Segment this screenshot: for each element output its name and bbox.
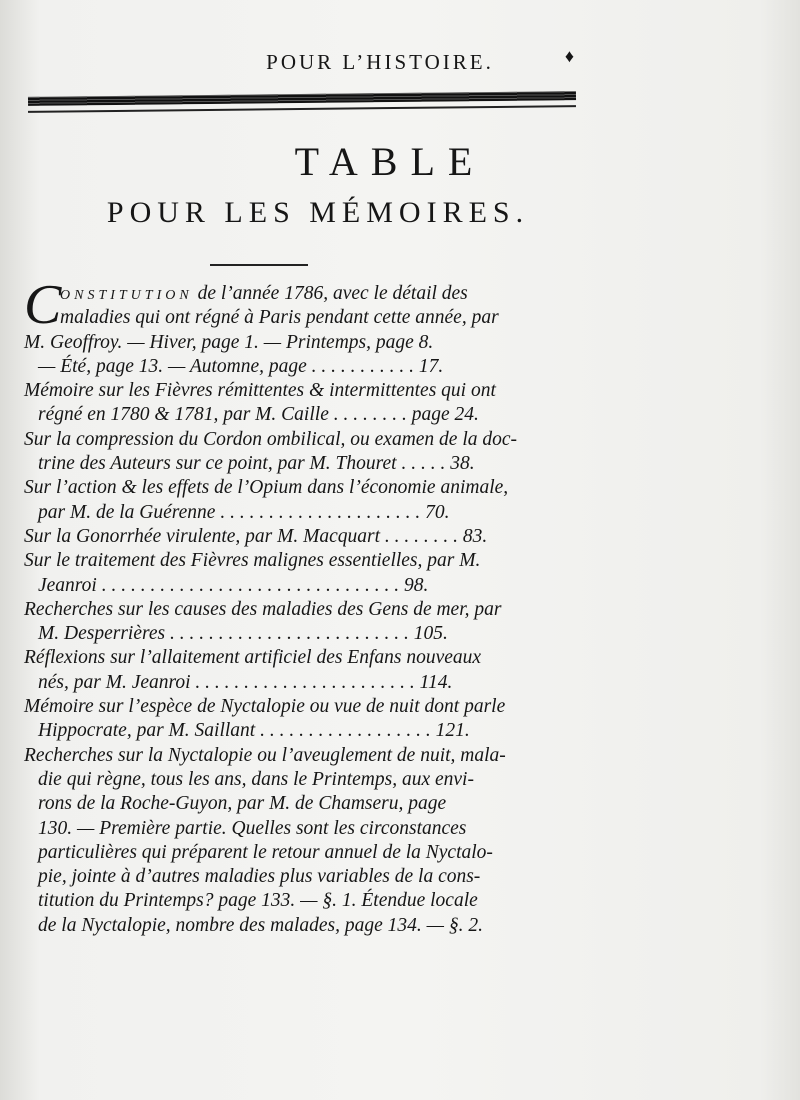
page-title: TABLE (294, 139, 486, 184)
entry-line: Mémoire sur l’espèce de Nyctalopie ou vue de nuit dont parle (24, 696, 506, 718)
entry-line: particulières qui préparent le retour annuel de la Nyctalo- (38, 841, 493, 863)
running-head (0, 50, 800, 75)
entry-line: Sur le traitement des Fièvres malignes essentielles, par M. (24, 550, 481, 572)
drop-cap: C (24, 274, 62, 336)
small-caps-word: ONSTITUTION (60, 288, 193, 303)
entry-line: titution du Printemps? page 133. — §. 1. Étendue locale (38, 890, 478, 912)
entry-line: pie, jointe à d’autres maladies plus variables de la cons- (38, 866, 481, 888)
page-subtitle: POUR LES MÉMOIRES. (106, 196, 530, 229)
title-divider (210, 264, 308, 266)
entry-line: die qui règne, tous les ans, dans le Printemps, aux envi- (38, 768, 474, 790)
printer-mark: ♦ (564, 46, 574, 66)
entry-line: Recherches sur la Nyctalopie ou l’aveuglement de nuit, mala- (24, 744, 506, 766)
entry-line: maladies qui ont régné à Paris pendant cette année, par (60, 307, 499, 329)
entry-line: trine des Auteurs sur ce point, par M. Thouret . . . . . 38. (38, 453, 475, 475)
entry-line: 130. — Première partie. Quelles sont les circonstances (38, 817, 467, 839)
entry-line: Sur la Gonorrhée virulente, par M. Macquart . . . . . . . . 83. (24, 525, 488, 547)
entry-line: par M. de la Guérenne . . . . . . . . . . . . . . . . . . . . . 70. (38, 501, 450, 523)
table-of-memoirs (24, 274, 590, 938)
entry-line: Sur la compression du Cordon ombilical, ou examen de la doc- (24, 428, 518, 450)
entry-line: M. Geoffroy. — Hiver, page 1. — Printemps, page 8. (24, 331, 434, 353)
entry-line: Mémoire sur les Fièvres rémittentes & intermittentes qui ont (24, 380, 496, 402)
entry-text: de l’année 1786, avec le détail des (192, 283, 468, 304)
entry-line: Réflexions sur l’allaitement artificiel des Enfans nouveaux (24, 647, 482, 669)
entry-line: — Été, page 13. — Automne, page . . . . . . . . . . . 17. (38, 355, 444, 377)
entry-line: Sur l’action & les effets de l’Opium dans l’économie animale, (24, 477, 509, 499)
running-head-title: POUR L’HISTOIRE. (266, 50, 494, 74)
entry-line: Recherches sur les causes des maladies des Gens de mer, par (24, 598, 502, 620)
entry-line: nés, par M. Jeanroi . . . . . . . . . . . . . . . . . . . . . . . 114. (38, 671, 453, 693)
entry-line: M. Desperrières . . . . . . . . . . . . . . . . . . . . . . . . . 105. (38, 623, 448, 645)
entry-line: Jeanroi . . . . . . . . . . . . . . . . . . . . . . . . . . . . . . . 98. (38, 574, 429, 596)
entry-line: régné en 1780 & 1781, par M. Caille . . . . . . . . page 24. (38, 404, 479, 426)
entry-line: Hippocrate, par M. Saillant . . . . . . . . . . . . . . . . . . 121. (38, 720, 470, 742)
entry-line: rons de la Roche-Guyon, par M. de Chamseru, page (38, 793, 447, 815)
header-rule-thick (28, 91, 576, 106)
entry-line: de la Nyctalopie, nombre des malades, page 134. — §. 2. (38, 914, 484, 936)
header-rule-thin (28, 105, 576, 113)
